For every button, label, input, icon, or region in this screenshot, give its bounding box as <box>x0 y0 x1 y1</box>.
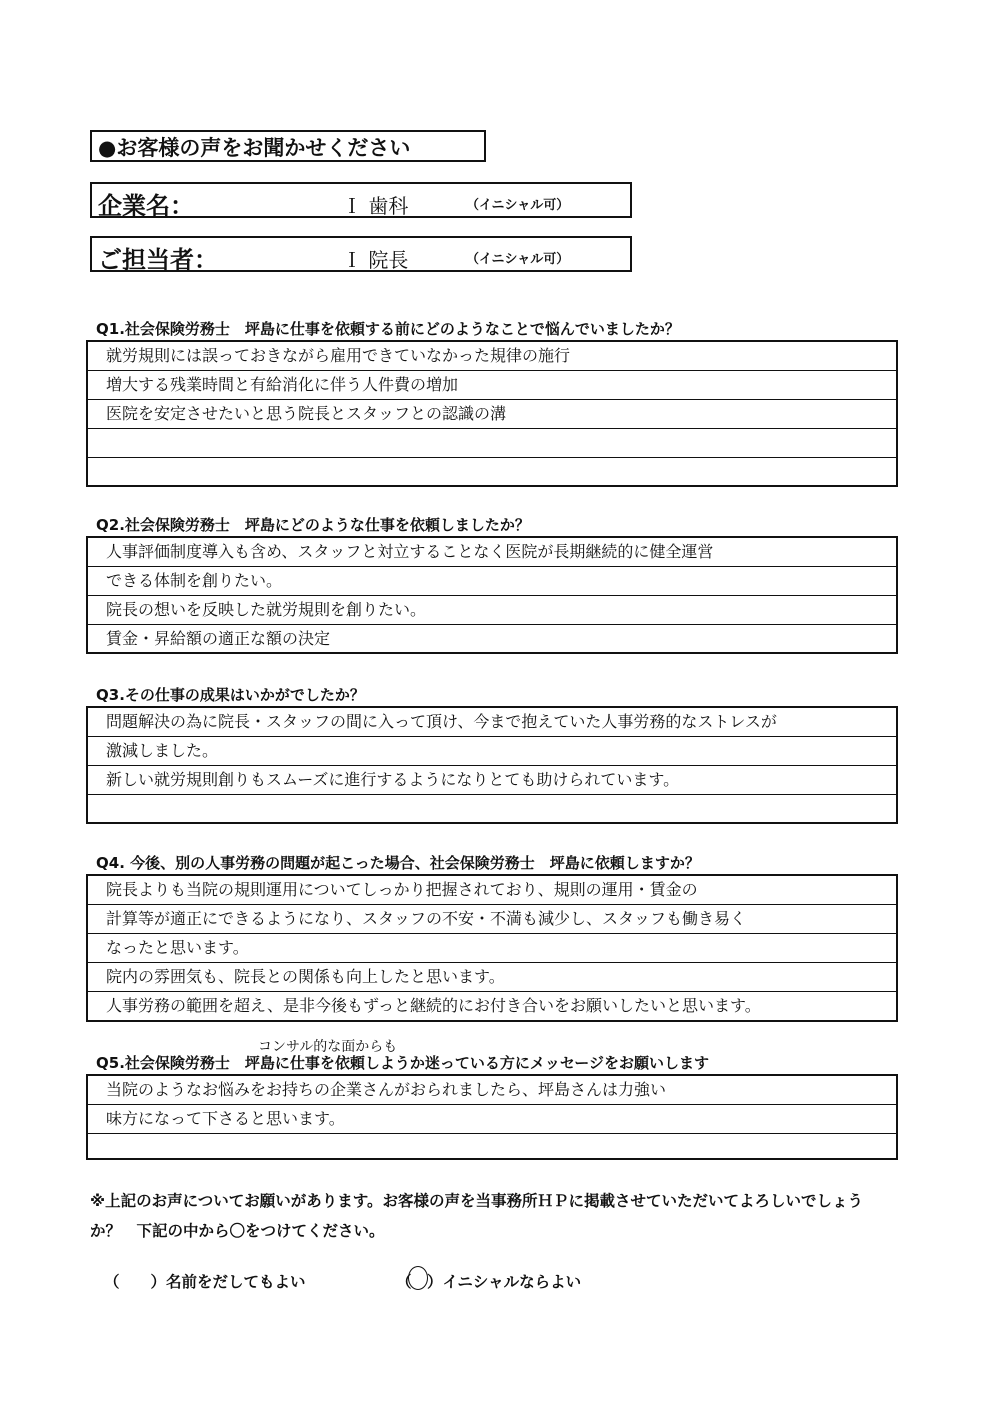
answer-line: 当院のようなお悩みをお持ちの企業さんがおられましたら、坪島さんは力強い <box>88 1076 896 1105</box>
company-field <box>90 182 632 218</box>
answer-line: 院内の雰囲気も、院長との関係も向上したと思います。 <box>88 963 896 992</box>
page-title: ●お客様の声をお聞かせください <box>90 130 486 162</box>
company-label: 企業名： <box>98 192 194 220</box>
permission-note: ※上記のお声についてお願いがあります。お客様の声を当事務所ＨＰに掲載させていただいてよろしいでしょうか？ 下記の中から〇をつけてください。 <box>90 1192 864 1240</box>
answer-line: 院長の想いを反映した就労規則を創りたい。 <box>88 596 896 625</box>
answer-line: 増大する残業時間と有給消化に伴う人件費の増加 <box>88 371 896 400</box>
answer-line: 味方になって下さると思います。 <box>88 1105 896 1134</box>
answer-line: 計算等が適正にできるようになり、スタッフの不安・不満も減少し、スタッフも働き易く <box>88 905 896 934</box>
circle-icon <box>408 1266 428 1290</box>
answer-box-3 <box>86 706 898 824</box>
answer-box-1 <box>86 340 898 487</box>
question-2: Q2.社会保険労務士 坪島にどのような仕事を依頼しましたか？ <box>96 516 530 534</box>
handwritten-insertion: コンサル的な面からも <box>258 1039 398 1055</box>
question-4: Q4. 今後、別の人事労務の問題が起こった場合、社会保険労務士 坪島に依頼しますか？ <box>96 854 700 872</box>
answer-line <box>88 458 896 487</box>
answer-line: 就労規則には誤っておきながら雇用できていなかった規律の施行 <box>88 342 896 371</box>
option-paren: （ <box>396 1273 412 1291</box>
company-value: Ｉ 歯科 <box>342 194 409 218</box>
option-label: ）イニシャルならよい <box>427 1273 582 1291</box>
answer-line: 医院を安定させたいと思う院長とスタッフとの認識の溝 <box>88 400 896 429</box>
contact-field <box>90 236 632 272</box>
question-5: Q5.社会保険労務士 坪島に仕事を依頼しようか迷っている方にメッセージをお願いします <box>96 1054 709 1072</box>
answer-line: 賃金・昇給額の適正な額の決定 <box>106 629 331 648</box>
selected-mark <box>412 1270 428 1292</box>
answer-line <box>88 795 896 824</box>
answer-box-2 <box>86 536 898 654</box>
answer-line: 新しい就労規則創りもスムーズに進行するようになりとても助けられています。 <box>88 766 896 795</box>
answer-line: 人事労務の範囲を超え、是非今後もずっと継続的にお付き合いをお願いしたいと思います。 <box>106 996 761 1015</box>
company-initial-note: （イニシャル可） <box>466 198 570 213</box>
option-name-ok: （ ）名前をだしてもよい <box>104 1273 306 1291</box>
answer-line: できる体制を創りたい。 <box>88 567 896 596</box>
contact-initial-note: （イニシャル可） <box>466 252 570 267</box>
answer-line: 問題解決の為に院長・スタッフの間に入って頂け、今まで抱えていた人事労務的なストレスが <box>88 708 896 737</box>
contact-value: Ｉ 院長 <box>342 248 409 272</box>
contact-label: ご担当者： <box>98 246 218 274</box>
answer-line <box>88 1134 896 1163</box>
answer-box-5 <box>86 1074 898 1160</box>
answer-line: 激減しました。 <box>88 737 896 766</box>
question-3: Q3.その仕事の成果はいかがでしたか？ <box>96 686 365 704</box>
question-1: Q1.社会保険労務士 坪島に仕事を依頼する前にどのようなことで悩んでいましたか？ <box>96 320 680 338</box>
answer-line: 院長よりも当院の規則運用についてしっかり把握されており、規則の運用・賃金の <box>88 876 896 905</box>
answer-line <box>88 429 896 458</box>
answer-box-4 <box>86 874 898 1022</box>
answer-line: 人事評価制度導入も含め、スタッフと対立することなく医院が長期継続的に健全運営 <box>88 538 896 567</box>
answer-line: なったと思います。 <box>88 934 896 963</box>
option-initial-ok <box>396 1270 581 1292</box>
